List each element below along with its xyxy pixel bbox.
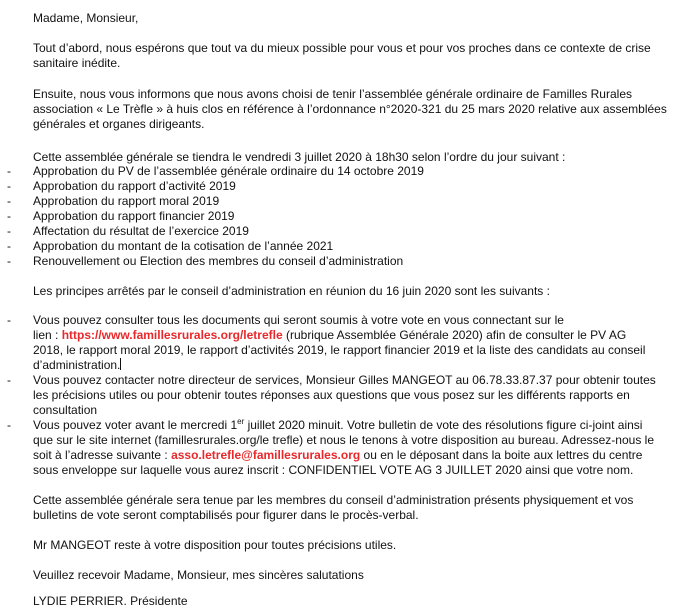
agenda-item: Approbation du rapport financier 2019 (33, 209, 235, 223)
agenda-item: Renouvellement ou Election des membres du conseil d’administration (33, 254, 404, 268)
agenda-item: Approbation du rapport moral 2019 (33, 194, 220, 208)
vote-line-1-suffix: juillet 2020 minuit. Votre bulletin de vote des résolutions figure ci-joint ainsi (244, 418, 643, 432)
bullet-dash: - (7, 418, 11, 432)
agenda-item: Affectation du résultat de l’exercice 2019 (33, 224, 249, 238)
bullet-dash: - (7, 164, 11, 178)
vote-line-3 (33, 448, 678, 463)
contact-line-3: consultation (33, 403, 98, 417)
famillesrurales-link[interactable]: https://www.famillesrurales.org/letrefle (61, 328, 283, 342)
consult-line-4-text: d’administration. (33, 358, 121, 372)
intro-paragraph-line-1: Tout d’abord, nous espérons que tout va du mieux possible pour vous et pour vos proches dans ce contexte de crise (33, 41, 651, 55)
bullet-dash: - (7, 179, 11, 193)
vote-line-1-prefix: Vous pouvez voter avant le mercredi 1 (33, 418, 238, 432)
vote-line-3-prefix: soit à l’adresse suivante : (33, 448, 172, 462)
bullet-dash: - (7, 373, 11, 387)
salutation: Madame, Monsieur, (33, 11, 139, 25)
agenda-intro: Cette assemblée générale se tiendra le vendredi 3 juillet 2020 à 18h30 selon l’ordre du jour suivant : (33, 150, 566, 164)
agenda-item: Approbation du montant de la cotisation de l’année 2021 (33, 239, 334, 253)
principles-intro: Les principes arrêtés par le conseil d’administration en réunion du 16 juin 2020 sont les suivants : (33, 284, 550, 298)
bullet-dash: - (7, 224, 11, 238)
agenda-item: Approbation du PV de l’assemblée générale ordinaire du 14 octobre 2019 (33, 164, 424, 178)
consult-line-3: 2018, le rapport moral 2019, le rapport d’activités 2019, le rapport financier 2019 et la liste des candidats au conseil (33, 343, 646, 357)
contact-line-1: Vous pouvez contacter notre directeur de services, Monsieur Gilles MANGEOT au 06.78.33.87.37 pour obtenir toutes (33, 373, 656, 387)
email-link[interactable]: asso.letrefle@famillesrurales.org (171, 448, 361, 462)
consult-line-2-prefix: lien : (33, 328, 62, 342)
consult-line-1: Vous pouvez consulter tous les documents qui seront soumis à votre vote en vous connectant sur le (33, 313, 564, 327)
info-paragraph-line-2: association « Le Trèfle » à huis clos en référence à l’ordonnance n°2020-321 du 25 mars 2020 relative aux assemblées (33, 102, 667, 116)
vote-line-4: sous enveloppe sur laquelle vous aurez inscrit : CONFIDENTIEL VOTE AG 3 JUILLET 2020 ainsi que votre nom. (33, 463, 634, 477)
vote-line-2: que sur le site internet (famillesrurales.org/le trefle) et nous le tenons à votre disposition au bureau. Adressez-nous le (33, 433, 654, 447)
bullet-dash: - (7, 194, 11, 208)
agenda-item: Approbation du rapport d’activité 2019 (33, 179, 236, 193)
bullet-dash: - (7, 209, 11, 223)
contact-line-2: les précisions utiles ou pour obtenir toutes réponses aux questions que vous posez sur les différents rapports en (33, 388, 630, 402)
intro-paragraph-line-2: sanitaire inédite. (33, 56, 121, 70)
signature: LYDIE PERRIER. Présidente (33, 594, 188, 608)
vote-line-1 (33, 418, 678, 433)
availability-line: Mr MANGEOT reste à votre disposition pour toutes précisions utiles. (33, 538, 397, 552)
consult-line-2 (33, 328, 678, 343)
final-paragraph-line-1: Cette assemblée générale sera tenue par les membres du conseil d’administration présents physiquement et vos (33, 493, 634, 507)
info-paragraph-line-3: générales et organes dirigeants. (33, 117, 205, 131)
final-paragraph-line-2: bulletins de vote seront comptabilisés pour figurer dans le procès-verbal. (33, 508, 419, 522)
bullet-dash: - (7, 313, 11, 327)
bullet-dash: - (7, 254, 11, 268)
text-cursor (120, 358, 121, 370)
bullet-dash: - (7, 239, 11, 253)
closing-line: Veuillez recevoir Madame, Monsieur, mes sincères salutations (33, 568, 364, 582)
ordinal-superscript: er (237, 417, 245, 426)
consult-line-4 (33, 358, 678, 373)
info-paragraph-line-1: Ensuite, nous vous informons que nous avons choisi de tenir l’assemblée générale ordinaire de Familles Rurales (33, 87, 632, 101)
vote-line-3-suffix: ou en le déposant dans la boite aux lettres du centre (360, 448, 643, 462)
consult-line-2-suffix: (rubrique Assemblée Générale 2020) afin de consulter le PV AG (282, 328, 627, 342)
